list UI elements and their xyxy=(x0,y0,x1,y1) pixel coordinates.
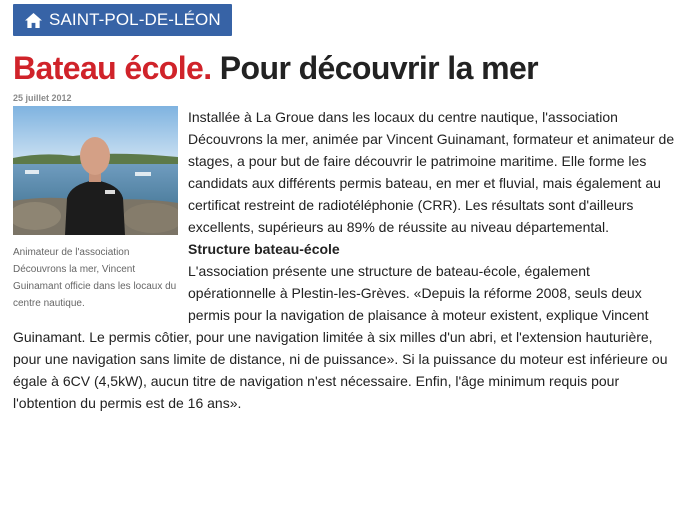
article-photo[interactable] xyxy=(13,106,178,235)
article-figure xyxy=(13,106,178,312)
article-title-rest: Pour découvrir la mer xyxy=(211,50,538,86)
section-tag-label: SAINT-POL-DE-LÉON xyxy=(49,10,221,29)
article-paragraph: Installée à La Groue dans les locaux du centre nautique, l'association Découvrons la mer, animée par Vincent Guinamant, formateur et animateur de stages, a pour but de faire découvrir le patrimoine maritime. Elle forme les candidats aux différents permis bateau, en mer et fluvial, mais également au certificat restreint de radiotéléphonie (CRR). Les résultats sont d'ailleurs excellents, supérieurs au 89% de réussite au niveau départemental. xyxy=(188,109,675,235)
article-body xyxy=(13,91,678,414)
article-paragraph: L'association présente une structure de bateau-école, également opérationnelle à Plestin-les-Grèves. «Depuis la réforme 2008, seuls deux permis pour la navigation de plaisance à moteur existent, explique Vincent Guinamant. Le permis côtier, pour une navigation limitée à six milles d'un abri, et l'extension hauturière, pour une navigation sans limite de distance, ni de puissance». Si la puissance du moteur est inférieure ou égale à 6CV (4,5kW), aucun titre de navigation n'est nécessaire. Enfin, l'âge minimum requis pour l'obtention du permis est de 16 ans». xyxy=(13,263,668,411)
photo-caption: Animateur de l'association Découvrons la mer, Vincent Guinamant officie dans les locaux du centre nautique. xyxy=(13,247,177,309)
article-subheading: Structure bateau-école xyxy=(188,241,340,257)
home-icon xyxy=(24,12,43,29)
article-title-lead: Bateau école. xyxy=(13,50,212,86)
section-tag-link[interactable] xyxy=(13,4,232,36)
article-title xyxy=(13,49,685,87)
article-date: 25 juillet 2012 xyxy=(13,93,72,103)
